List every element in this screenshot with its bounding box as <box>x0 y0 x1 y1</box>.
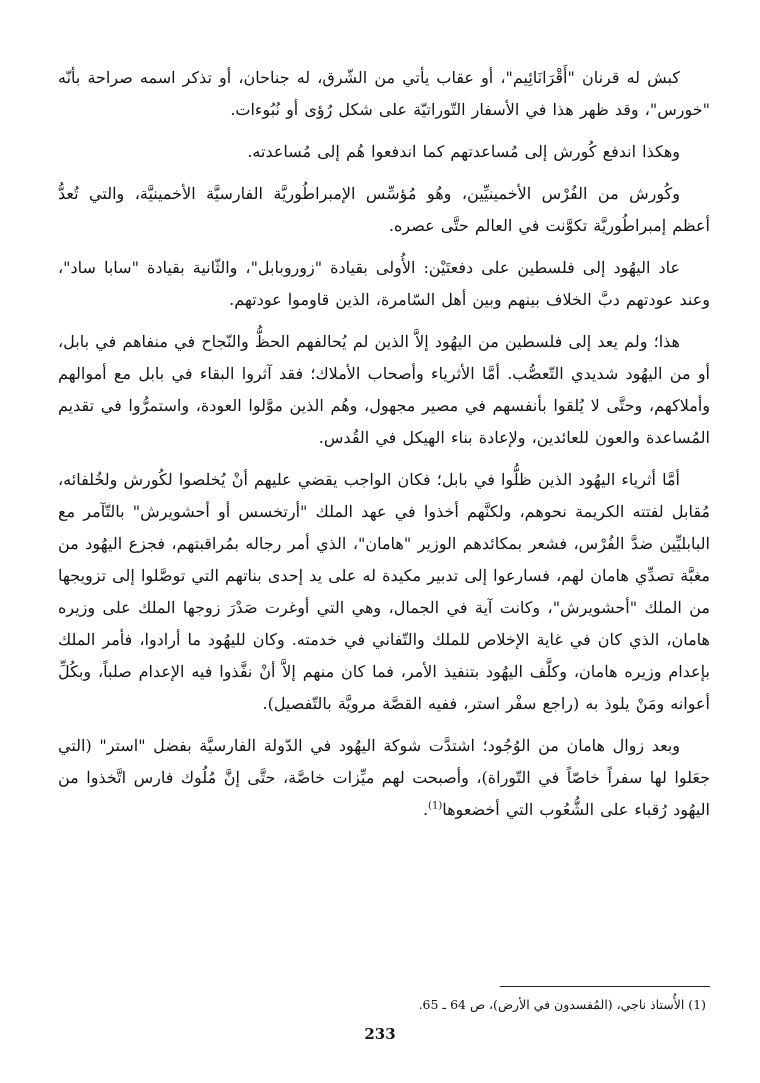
paragraph-1: كبش له قرنان "أَقْرَانَائِيم"، أو عقاب يأتي من الشّرق، له جناحان، أو تذكر اسمه صراحة بأنّه "خورس"، وقد ظهر هذا في الأسفار التّوراتيّة على شكل رُؤى أو نُبُوءات. <box>58 68 710 119</box>
paragraph-6: أمَّا أثرياء اليهُود الذين ظلُّوا في بابل؛ فكان الواجب يقضي عليهم أنْ يُخلصوا لكُورش ولخُلفائه، مُقابل لفتته الكريمة نحوهم، ولكنَّهم أخذوا في عهد الملك "أرتخسس أو أحشويرش" بالتّآمر مع البابليِّين ضدَّ الفُرْس، فشعر بمكائدهم الوزير "هامان"، الذي أمر رجاله بمُراقبتهم، فجزع اليهُود من مغبَّة تصدِّي هامان لهم، فسارعوا إلى تدبير مكيدة له على يد إحدى بناتهم التي توصَّلوا إلى تزويجها من الملك "أحشويرش"، وكانت آية في الجمال، وهي التي أوغرت صَدْرَ زوجها الملك على وزيره هامان، الذي كان في غاية الإخلاص للملك والتّفاني في خدمته. وكان لليهُود ما أرادوا، فأمر الملك بإعدام وزيره هامان، وكلَّف اليهُود بتنفيذ الأمر، فما كان منهم إلاَّ أنْ نفَّذوا فيه الإعدام صلباً، وبكُلِّ أعوانه ومَنْ يلوذ به (راجع سفْر استر، ففيه القصَّة مرويَّة بالتّفصيل). <box>58 470 711 713</box>
main-text <box>58 62 710 826</box>
footnote-reference: (1) <box>428 800 443 812</box>
paragraph-7 <box>58 730 710 826</box>
paragraph-2: وهكذا اندفع كُورش إلى مُساعدتهم كما اندفعوا هُم إلى مُساعدته. <box>247 142 680 161</box>
paragraph-3: وكُورش من الفُرْس الأخمينيِّين، وهُو مُؤسِّس الإمبراطُوريَّة الفارسيَّة الأخمينيَّة، والتي تُعدُّ أعظم إمبراطُوريَّة تكوَّنت في العالم حتَّى عصره. <box>58 184 710 235</box>
paragraph-5: هذا؛ ولم يعد إلى فلسطين من اليهُود إلاَّ الذين لم يُحالفهم الحظُّ والنّجاح في منفاهم في بابل، أو من اليهُود شديدي التّعصُّب. أمَّا الأثرياء وأصحاب الأملاك؛ فقد آثروا البقاء في بابل مع أموالهم وأملاكهم، وحتَّى لا يُلقوا بأنفسهم في مصير مجهول، وهُم الذين موَّلوا العودة، واستمرُّوا في تقديم المُساعدة والعون للعائدين، ولإعادة بناء الهيكل في القُدس. <box>58 332 710 447</box>
footnote: (1) الأُستاذ ناجي، (المُفسدون في الأرض)، ص 64 ـ 65. <box>418 997 706 1012</box>
paragraph-7-end: . <box>422 800 429 819</box>
paragraph-7-text: وبعد زوال هامان من الوُجُود؛ اشتدَّت شوكة اليهُود في الدّولة الفارسيَّة بفضل "استر" (التي جعَلوا لها سفراً خاصّاً في التّوراة)، وأصبحت لهم ميِّزات خاصَّة، حتَّى إنَّ مُلُوك فارس اتَّخذوا من اليهُود رُقباء على الشُّعُوب التي أخضعوها <box>58 736 710 819</box>
page-number: 233 <box>364 1025 396 1043</box>
paragraph-4: عاد اليهُود إلى فلسطين على دفعتَيْن: الأُولى بقيادة "زوروبابل"، والثّانية بقيادة "سابا ساد"، وعند عودتهم دبَّ الخلاف بينهم وبين أهل السّامرة، الذين قاوموا عودتهم. <box>58 258 710 309</box>
footnote-divider <box>500 986 710 987</box>
